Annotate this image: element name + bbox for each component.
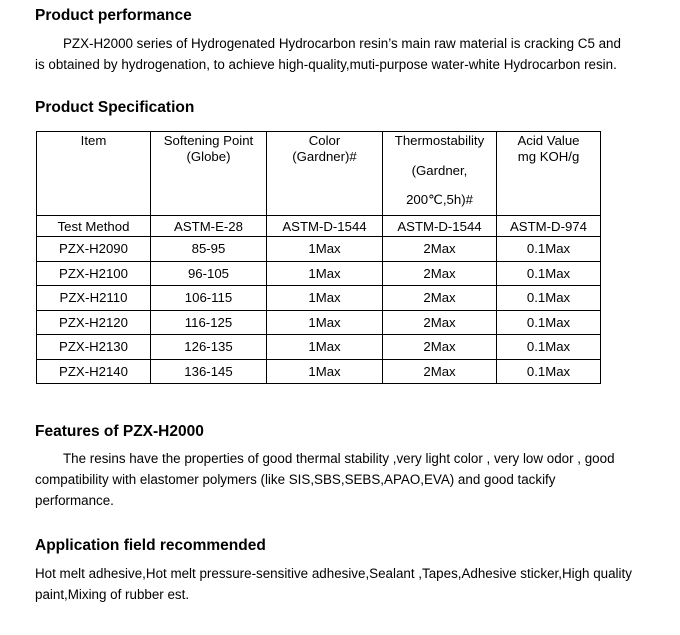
table-cell: 0.1Max (497, 261, 601, 286)
application-line-1: Hot melt adhesive,Hot melt pressure-sensitive adhesive,Sealant ,Tapes,Adhesive sticker,High quality (35, 566, 632, 581)
test-method-row (37, 216, 601, 237)
features-heading: Features of PZX-H2000 (35, 423, 204, 440)
product-specification-heading: Product Specification (35, 99, 195, 116)
product-performance-heading: Product performance (35, 7, 192, 24)
application-text (35, 563, 632, 605)
table-row (37, 335, 601, 360)
table-cell: 2Max (383, 359, 497, 384)
table-cell: ASTM-E-28 (151, 216, 267, 237)
features-line-3: performance. (35, 493, 114, 508)
table-row (37, 286, 601, 311)
header-softening-point: Softening Point (Globe) (151, 132, 267, 216)
table-row (37, 261, 601, 286)
table-cell: 0.1Max (497, 359, 601, 384)
table-cell: 1Max (267, 335, 383, 360)
table-cell: 1Max (267, 359, 383, 384)
header-acid-value: Acid Value mg KOH/g (497, 132, 601, 216)
table-cell: 0.1Max (497, 286, 601, 311)
table-cell: 116-125 (151, 310, 267, 335)
product-performance-text (35, 33, 621, 75)
table-cell: 106-115 (151, 286, 267, 311)
features-text (35, 448, 615, 511)
table-row (37, 237, 601, 262)
table-cell: 0.1Max (497, 335, 601, 360)
features-line-2: compatibility with elastomer polymers (like SIS,SBS,SEBS,APAO,EVA) and good tackify (35, 472, 556, 487)
table-cell: 1Max (267, 310, 383, 335)
table-cell: 2Max (383, 286, 497, 311)
table-cell: ASTM-D-1544 (267, 216, 383, 237)
table-cell: PZX-H2120 (37, 310, 151, 335)
features-line-1: The resins have the properties of good thermal stability ,very light color , very low odor , good (63, 451, 615, 466)
table-cell: PZX-H2100 (37, 261, 151, 286)
header-color: Color (Gardner)# (267, 132, 383, 216)
table-cell: 0.1Max (497, 310, 601, 335)
table-cell: 85-95 (151, 237, 267, 262)
table-cell: 2Max (383, 237, 497, 262)
table-cell: 96-105 (151, 261, 267, 286)
table-row (37, 359, 601, 384)
performance-line-1: PZX-H2000 series of Hydrogenated Hydrocarbon resin’s main raw material is cracking C5 and (63, 36, 621, 51)
table-cell: 1Max (267, 261, 383, 286)
table-cell: 1Max (267, 286, 383, 311)
table-cell: PZX-H2130 (37, 335, 151, 360)
table-cell: 136-145 (151, 359, 267, 384)
header-item: Item (37, 132, 151, 216)
application-line-2: paint,Mixing of rubber est. (35, 587, 190, 602)
table-cell: PZX-H2140 (37, 359, 151, 384)
performance-line-2: is obtained by hydrogenation, to achieve high-quality,muti-purpose water-white Hydrocarbon resin. (35, 57, 617, 72)
table-cell: Test Method (37, 216, 151, 237)
table-cell: 2Max (383, 261, 497, 286)
table-cell: 2Max (383, 310, 497, 335)
table-cell: 126-135 (151, 335, 267, 360)
table-header-row (37, 132, 601, 216)
table-cell: ASTM-D-974 (497, 216, 601, 237)
table-cell: 0.1Max (497, 237, 601, 262)
table-cell: 2Max (383, 335, 497, 360)
table-cell: 1Max (267, 237, 383, 262)
table-cell: ASTM-D-1544 (383, 216, 497, 237)
specification-table (36, 131, 601, 384)
application-heading: Application field recommended (35, 537, 266, 554)
table-cell: PZX-H2110 (37, 286, 151, 311)
header-thermostability: Thermostability (Gardner, 200℃,5h)# (383, 132, 497, 216)
table-cell: PZX-H2090 (37, 237, 151, 262)
table-row (37, 310, 601, 335)
